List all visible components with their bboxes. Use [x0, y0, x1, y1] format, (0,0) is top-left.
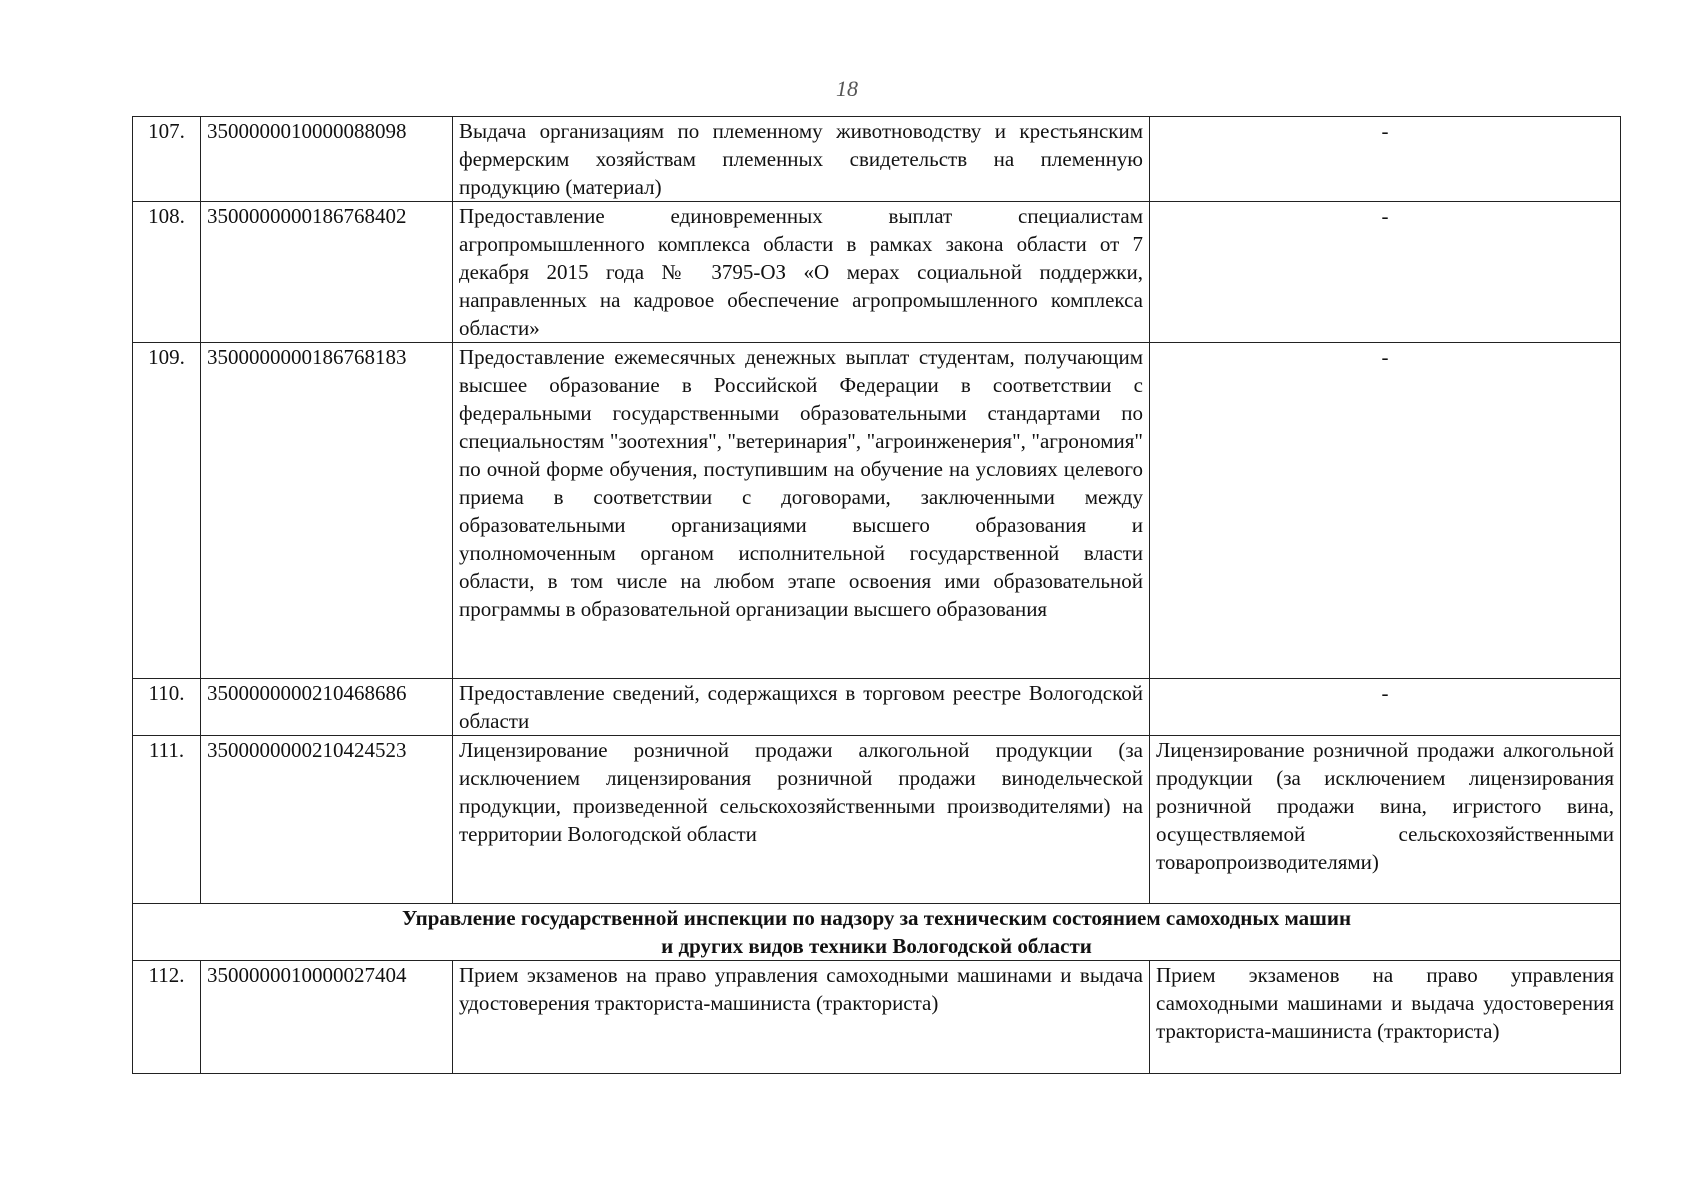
service-name: Предоставление сведений, содержащихся в торговом реестре Вологодской области — [453, 679, 1150, 736]
service-code: 3500000000210468686 — [201, 679, 453, 736]
service-name: Предоставление единовременных выплат специалистам агропромышленного комплекса области в рамках закона области от 7 декабря 2015 года № 3795-ОЗ «О мерах социальной поддержки, направленных на кадровое обеспечение агропромышленного комплекса области» — [453, 202, 1150, 343]
table-row — [133, 202, 1621, 343]
service-other: Прием экзаменов на право управления самоходными машинами и выдача удостоверения тракториста-машиниста (тракториста) — [1150, 961, 1621, 1074]
table-row — [133, 736, 1621, 904]
page-number: 18 — [836, 76, 858, 101]
service-name: Предоставление ежемесячных денежных выплат студентам, получающим высшее образование в Российской Федерации в соответствии с федеральными государственными образовательными стандартами по специальностям "зоотехния", "ветеринария", "агроинженерия", "агрономия" по очной форме обучения, поступившим на обучение на условиях целевого приема в соответствии с договорами, заключенными между образовательными организациями высшего образования и уполномоченным органом исполнительной государственной власти области, в том числе на любом этапе освоения ими образовательной программы в образовательной организации высшего образования — [453, 343, 1150, 679]
service-code: 3500000010000088098 — [201, 117, 453, 202]
service-name: Лицензирование розничной продажи алкогольной продукции (за исключением лицензирования розничной продажи винодельческой продукции, произведенной сельскохозяйственными производителями) на территории Вологодской области — [453, 736, 1150, 904]
table-row — [133, 679, 1621, 736]
table-row — [133, 961, 1621, 1074]
service-code: 3500000000210424523 — [201, 736, 453, 904]
services-table — [132, 116, 1621, 1074]
section-row — [133, 904, 1621, 961]
service-code: 3500000010000027404 — [201, 961, 453, 1074]
row-number: 107. — [133, 117, 201, 202]
row-number: 110. — [133, 679, 201, 736]
service-other: - — [1150, 343, 1621, 679]
row-number: 112. — [133, 961, 201, 1074]
table-row — [133, 343, 1621, 679]
service-name: Прием экзаменов на право управления самоходными машинами и выдача удостоверения тракториста-машиниста (тракториста) — [453, 961, 1150, 1074]
row-number: 111. — [133, 736, 201, 904]
service-name: Выдача организациям по племенному животноводству и крестьянским фермерским хозяйствам племенных свидетельств на племенную продукцию (материал) — [453, 117, 1150, 202]
service-other: - — [1150, 679, 1621, 736]
section-heading-line: Управление государственной инспекции по надзору за техническим состоянием самоходных машин — [401, 906, 1352, 930]
row-number: 108. — [133, 202, 201, 343]
service-code: 3500000000186768183 — [201, 343, 453, 679]
service-other: Лицензирование розничной продажи алкогольной продукции (за исключением лицензирования розничной продажи вина, игристого вина, осуществляемой сельскохозяйственными товаропроизводителями) — [1150, 736, 1621, 904]
service-other: - — [1150, 202, 1621, 343]
service-other: - — [1150, 117, 1621, 202]
row-number: 109. — [133, 343, 201, 679]
table-row — [133, 117, 1621, 202]
section-heading — [133, 904, 1621, 961]
service-code: 3500000000186768402 — [201, 202, 453, 343]
section-heading-line: и других видов техники Вологодской области — [661, 934, 1092, 958]
